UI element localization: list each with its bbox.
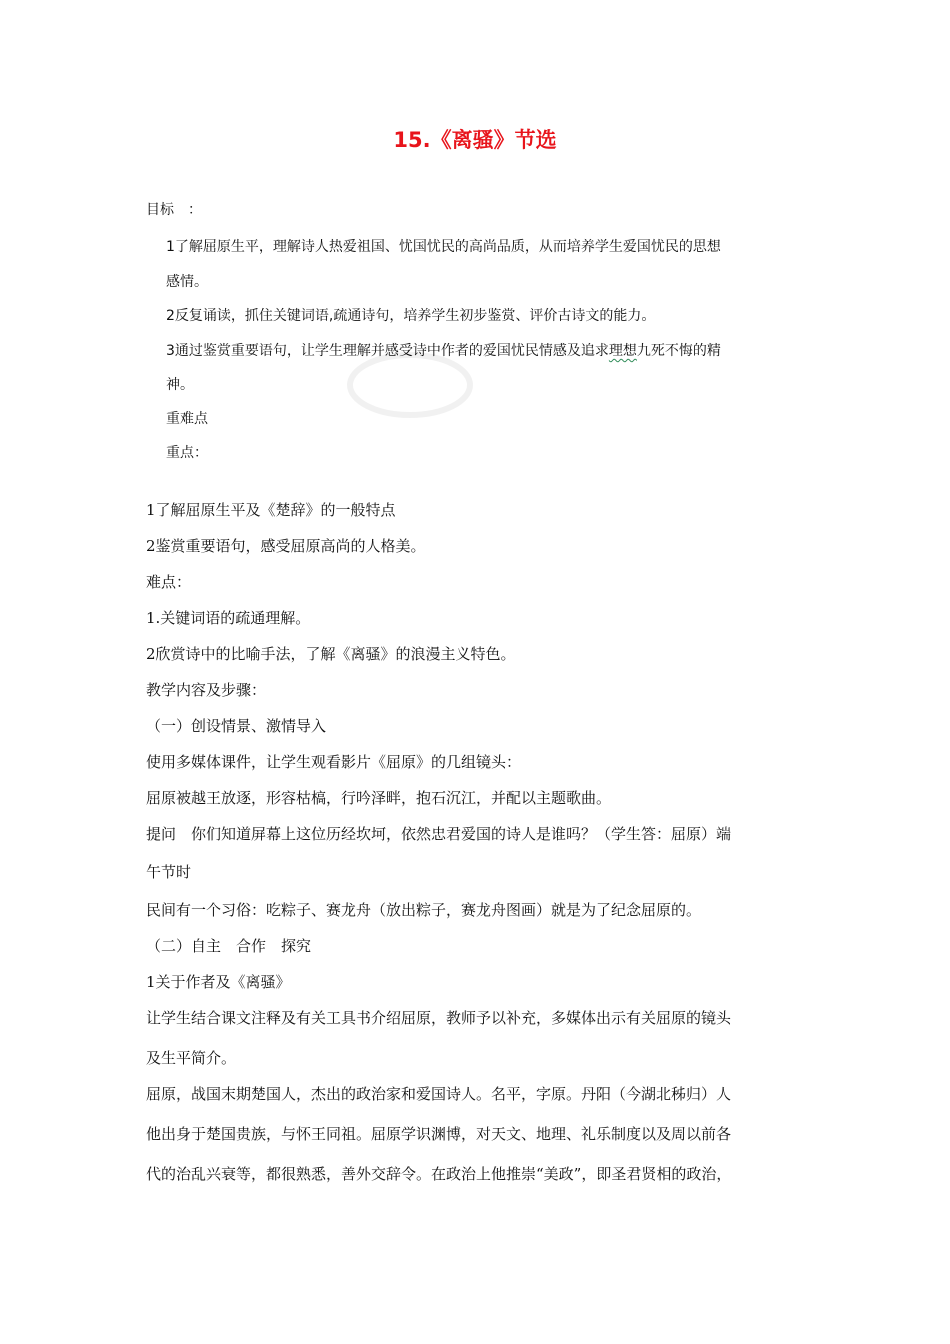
body-line: 屈原被越王放逐，形容枯槁，行吟泽畔，抱石沉江，并配以主题歌曲。 xyxy=(146,789,612,807)
body-line: 午节时 xyxy=(146,863,192,881)
section-heading: （一）创设情景、激情导入 xyxy=(146,717,327,735)
body-line: 民间有一个习俗：吃粽子、赛龙舟（放出粽子，赛龙舟图画）就是为了纪念屈原的。 xyxy=(146,901,702,919)
body-line: 提问 你们知道屏幕上这位历经坎坷，依然忠君爱国的诗人是谁吗？（学生答：屈原）端 xyxy=(146,825,732,843)
goals-label: 目标 ： xyxy=(146,202,202,218)
section-heading: 1关于作者及《离骚》 xyxy=(146,973,291,991)
difficult-points-heading: 难点： xyxy=(146,573,192,591)
body-line: 使用多媒体课件，让学生观看影片《屈原》的几组镜头： xyxy=(146,753,522,771)
body-line: 2欣赏诗中的比喻手法，了解《离骚》的浪漫主义特色。 xyxy=(146,645,516,663)
body-line: 他出身于楚国贵族，与怀王同祖。屈原学识渊博，对天文、地理、礼乐制度以及周以前各 xyxy=(146,1125,732,1143)
goal-line-3-cont: 神。 xyxy=(166,377,194,393)
document-title: 15.《离骚》节选 xyxy=(393,128,557,152)
section-heading: （二）自主 合作 探究 xyxy=(146,937,312,955)
body-line: 让学生结合课文注释及有关工具书介绍屈原，教师予以补充，多媒体出示有关屈原的镜头 xyxy=(146,1009,732,1027)
goal-line-1: 1了解屈原生平，理解诗人热爱祖国、忧国忧民的高尚品质，从而培养学生爱国忧民的思想 xyxy=(166,239,721,255)
body-line: 2鉴赏重要语句，感受屈原高尚的人格美。 xyxy=(146,537,426,555)
body-line: 屈原，战国末期楚国人，杰出的政治家和爱国诗人。名平，字原。丹阳（今湖北秭归）人 xyxy=(146,1085,732,1103)
body-line: 1.关键词语的疏通理解。 xyxy=(146,609,311,627)
body-line: 代的治乱兴衰等，都很熟悉，善外交辞令。在政治上他推崇“美政”，即圣君贤相的政治， xyxy=(146,1165,732,1183)
key-points-heading: 重点： xyxy=(166,445,208,461)
key-difficult-points-heading: 重难点 xyxy=(166,411,208,427)
goal-line-2: 2反复诵读，抓住关键词语,疏通诗句，培养学生初步鉴赏、评价古诗文的能力。 xyxy=(166,308,656,324)
goal-line-3-text: 3通过鉴赏重要语句，让学生理解并感受诗中作者的爱国忧民情感及追求 xyxy=(166,343,609,359)
body-line: 1了解屈原生平及《楚辞》的一般特点 xyxy=(146,501,396,519)
goal-line-3-tail: 九死不悔的精 xyxy=(636,343,721,359)
section-heading: 教学内容及步骤： xyxy=(146,681,267,699)
body-line: 及生平简介。 xyxy=(146,1049,237,1067)
spellcheck-underlined-word: 理想 xyxy=(608,343,637,359)
goal-line-1-cont: 感情。 xyxy=(166,274,208,290)
faint-watermark xyxy=(340,340,480,430)
